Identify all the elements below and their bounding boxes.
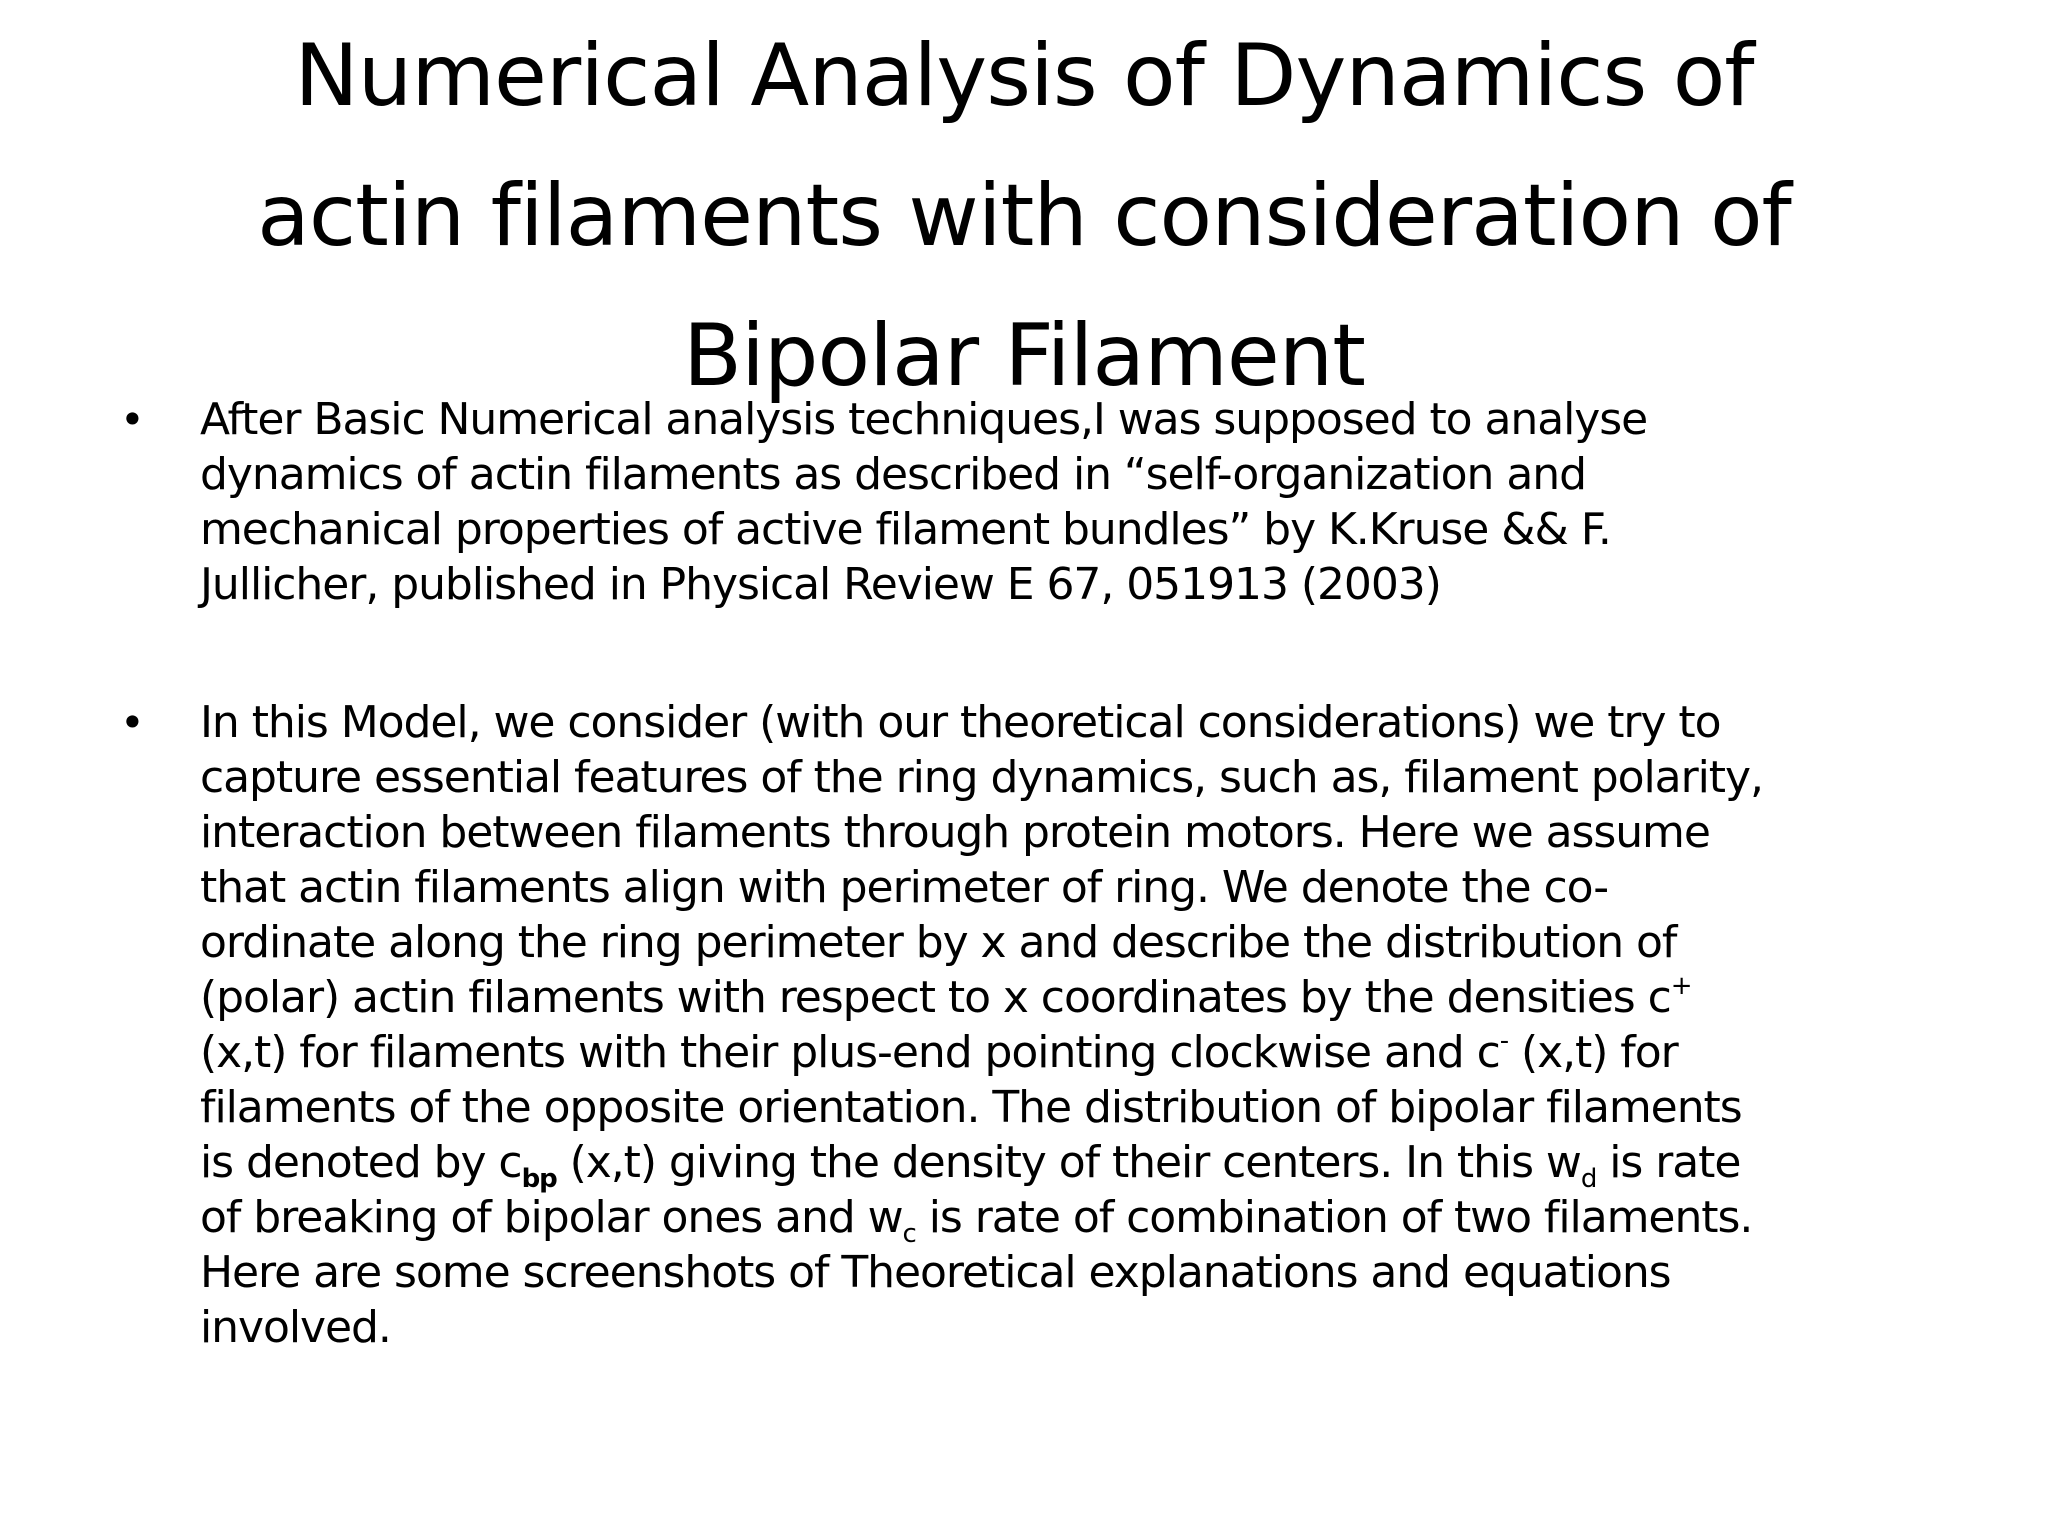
bullet-2-line-8: filaments of the opposite orientation. The distribution of bipolar filaments [200, 1082, 1742, 1133]
bullet-2-line-11: Here are some screenshots of Theoretical explanations and equations [200, 1247, 1671, 1298]
c-subscript: c [902, 1219, 916, 1249]
bullet-1-line-4: Jullicher, published in Physical Review E 67, 051913 (2003) [200, 559, 1441, 610]
title-line-1: Numerical Analysis of Dynamics of [294, 26, 1754, 126]
bullet-2-line-6 [200, 970, 1960, 1025]
bullet-2-line-2: capture essential features of the ring dynamics, such as, filament polarity, [200, 752, 1763, 803]
denoted-text: is denoted by c [200, 1137, 522, 1188]
bullet-2-line-3: interaction between filaments through protein motors. Here we assume [200, 807, 1710, 858]
bullet-1-line-1: After Basic Numerical analysis techniques,I was supposed to analyse [200, 394, 1648, 445]
bullet-1-line-2: dynamics of actin filaments as described in “self-organization and [200, 449, 1586, 500]
title-line-2: actin filaments with consideration of [257, 166, 1791, 266]
bullet-2-line-4: that actin filaments align with perimeter of ring. We denote the co- [200, 862, 1609, 913]
bullet-2-line-5: ordinate along the ring perimeter by x and describe the distribution of [200, 917, 1677, 968]
bullet-2-text [200, 695, 1960, 1355]
combination-text: is rate of combination of two filaments. [915, 1192, 1753, 1243]
d-subscript: d [1580, 1164, 1597, 1194]
density-plus-text: (polar) actin filaments with respect to x coordinates by the densities c [200, 972, 1671, 1023]
bullet-2-line-1: In this Model, we consider (with our theoretical considerations) we try to [200, 697, 1721, 748]
bp-subscript: bp [521, 1164, 557, 1194]
bullet-marker: • [120, 395, 145, 444]
slide-title [170, 6, 1878, 426]
breaking-text: of breaking of bipolar ones and w [200, 1192, 903, 1243]
bullet-1-line-3: mechanical properties of active filament bundles” by K.Kruse && F. [200, 504, 1611, 555]
minus-superscript: - [1499, 1026, 1509, 1056]
bullet-2-line-10 [200, 1190, 1960, 1249]
plus-superscript: + [1670, 971, 1692, 1001]
clockwise-text-end: (x,t) for [1508, 1027, 1678, 1078]
bullet-marker: • [120, 698, 145, 747]
bullet-2-line-12: involved. [200, 1302, 391, 1353]
rate-text: is rate [1596, 1137, 1741, 1188]
bullet-2-line-7 [200, 1025, 1960, 1080]
title-line-3: Bipolar Filament [683, 306, 1365, 406]
centers-text: (x,t) giving the density of their centers. In this w [556, 1137, 1581, 1188]
clockwise-text: (x,t) for filaments with their plus-end pointing clockwise and c [200, 1027, 1500, 1078]
bullet-2-line-9 [200, 1135, 1960, 1194]
bullet-1-text [200, 392, 1960, 612]
